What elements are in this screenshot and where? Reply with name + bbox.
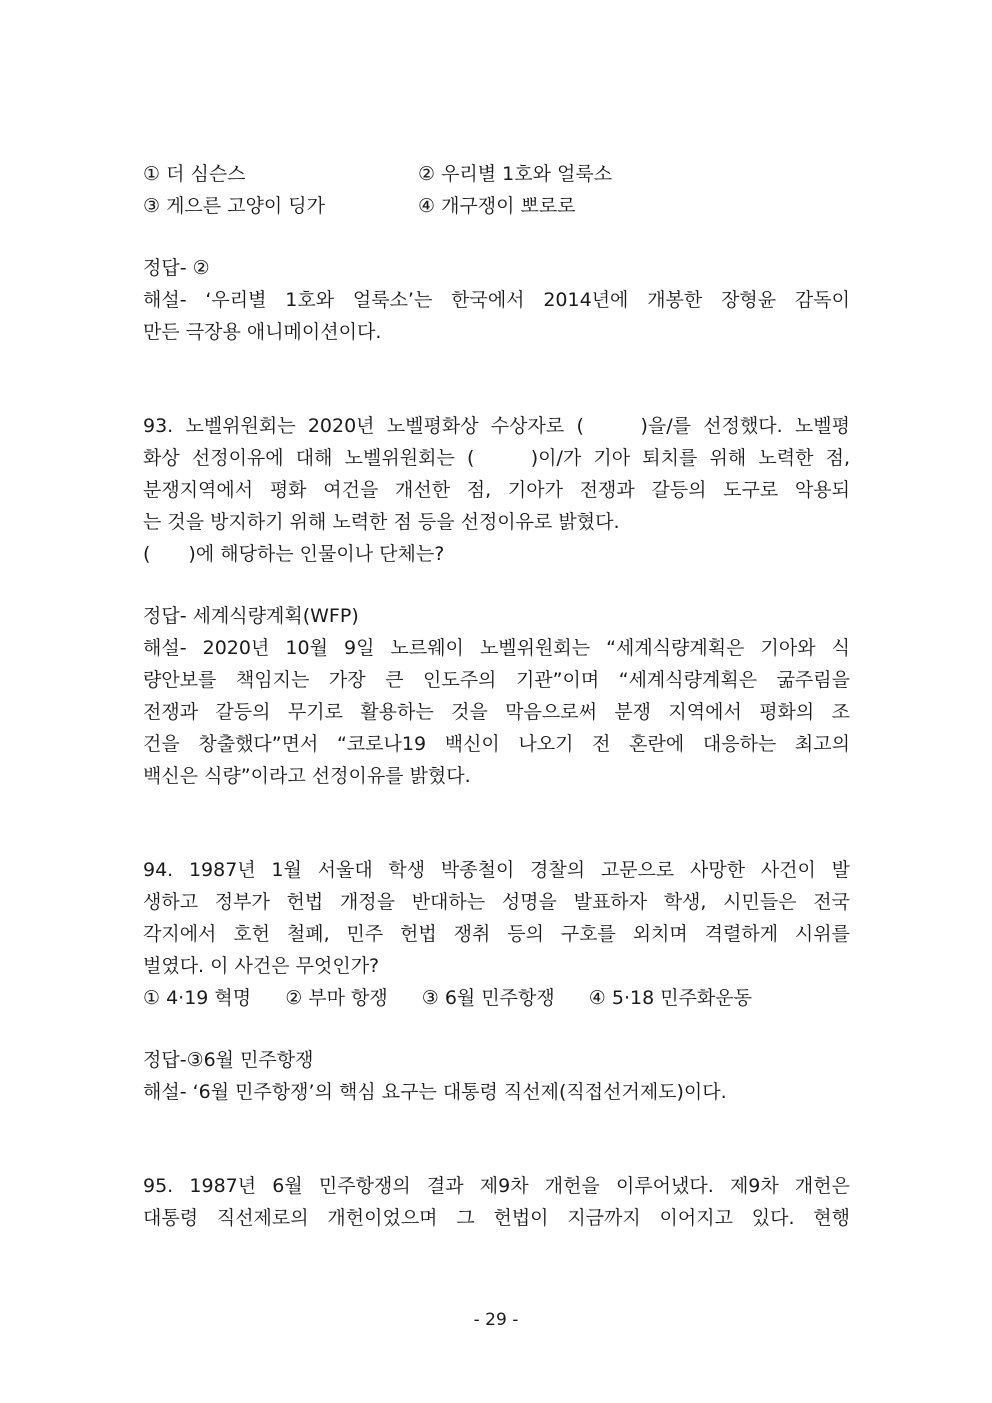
q94-explanation-line: 해설- ‘6월 민주항쟁’의 핵심 요구는 대통령 직선제(직접선거제도)이다. <box>143 1081 727 1103</box>
q94-option-3: ③ 6월 민주항쟁 <box>421 987 555 1009</box>
q92-options-row-2 <box>143 190 850 222</box>
document-page <box>143 158 850 1234</box>
q93-explanation-line: 백신은 식량”이라고 선정이유를 밝혔다. <box>143 765 471 787</box>
q92-answer: 정답- ② <box>143 257 210 279</box>
q93-question-line: 분쟁지역에서 평화 여건을 개선한 점, 기아가 전쟁과 갈등의 도구로 악용되 <box>143 479 850 501</box>
q93-question-line: 93. 노벨위원회는 2020년 노벨평화상 수상자로 ( )을/를 선정했다. 노벨평 <box>143 415 850 437</box>
q93-explanation-line: 해설- 2020년 10월 9일 노르웨이 노벨위원회는 “세계식량계획은 기아와 식 <box>143 637 850 659</box>
q93-explanation-line: 건을 창출했다”면서 “코로나19 백신이 나오기 전 혼란에 대응하는 최고의 <box>143 733 850 755</box>
q94-answer: 정답-③6월 민주항쟁 <box>143 1049 314 1071</box>
q93-question-line: 화상 선정이유에 대해 노벨위원회는 ( )이/가 기아 퇴치를 위해 노력한 점, <box>143 447 850 469</box>
q93-answer: 정답- 세계식량계획(WFP) <box>143 605 359 627</box>
q92-option-1: ① 더 심슨스 <box>143 163 246 185</box>
q93-explanation-line: 전쟁과 갈등의 무기로 활용하는 것을 막음으로써 분쟁 지역에서 평화의 조 <box>143 701 850 723</box>
q94-question-line: 생하고 정부가 헌법 개정을 반대하는 성명을 발표하자 학생, 시민들은 전국 <box>143 891 850 913</box>
q93-question-prompt: ( )에 해당하는 인물이나 단체는? <box>143 543 445 565</box>
q95-question-line: 95. 1987년 6월 민주항쟁의 결과 제9차 개헌을 이루어냈다. 제9차 개헌은 <box>143 1175 850 1197</box>
q94-option-4: ④ 5·18 민주화운동 <box>588 987 752 1009</box>
q94-option-2: ② 부마 항쟁 <box>285 987 388 1009</box>
page-number: - 29 - <box>473 1310 519 1330</box>
q94-question-line: 각지에서 호헌 철폐, 민주 헌법 쟁취 등의 구호를 외치며 격렬하게 시위를 <box>143 923 850 945</box>
q93-question-line: 는 것을 방지하기 위해 노력한 점 등을 선정이유로 밝혔다. <box>143 511 620 533</box>
q94-question-line: 94. 1987년 1월 서울대 학생 박종철이 경찰의 고문으로 사망한 사건이 발 <box>143 859 850 881</box>
q92-options-row-1 <box>143 158 850 190</box>
q94-option-1: ① 4·19 혁명 <box>143 987 252 1009</box>
q92-option-2: ② 우리별 1호와 얼룩소 <box>418 163 613 185</box>
q94-options <box>143 982 850 1014</box>
q92-explanation-line: 해설- ‘우리별 1호와 얼룩소’는 한국에서 2014년에 개봉한 장형윤 감독이 <box>143 289 850 311</box>
q92-option-3: ③ 게으른 고양이 딩가 <box>143 195 325 217</box>
q92-option-4: ④ 개구쟁이 뽀로로 <box>418 195 576 217</box>
q94-question-line: 벌였다. 이 사건은 무엇인가? <box>143 955 380 977</box>
q95-question-line: 대통령 직선제로의 개헌이었으며 그 헌법이 지금까지 이어지고 있다. 현행 <box>143 1207 850 1229</box>
q93-explanation-line: 량안보를 책임지는 가장 큰 인도주의 기관”이며 “세계식량계획은 굶주림을 <box>143 669 850 691</box>
q92-explanation-line: 만든 극장용 애니메이션이다. <box>143 321 382 343</box>
